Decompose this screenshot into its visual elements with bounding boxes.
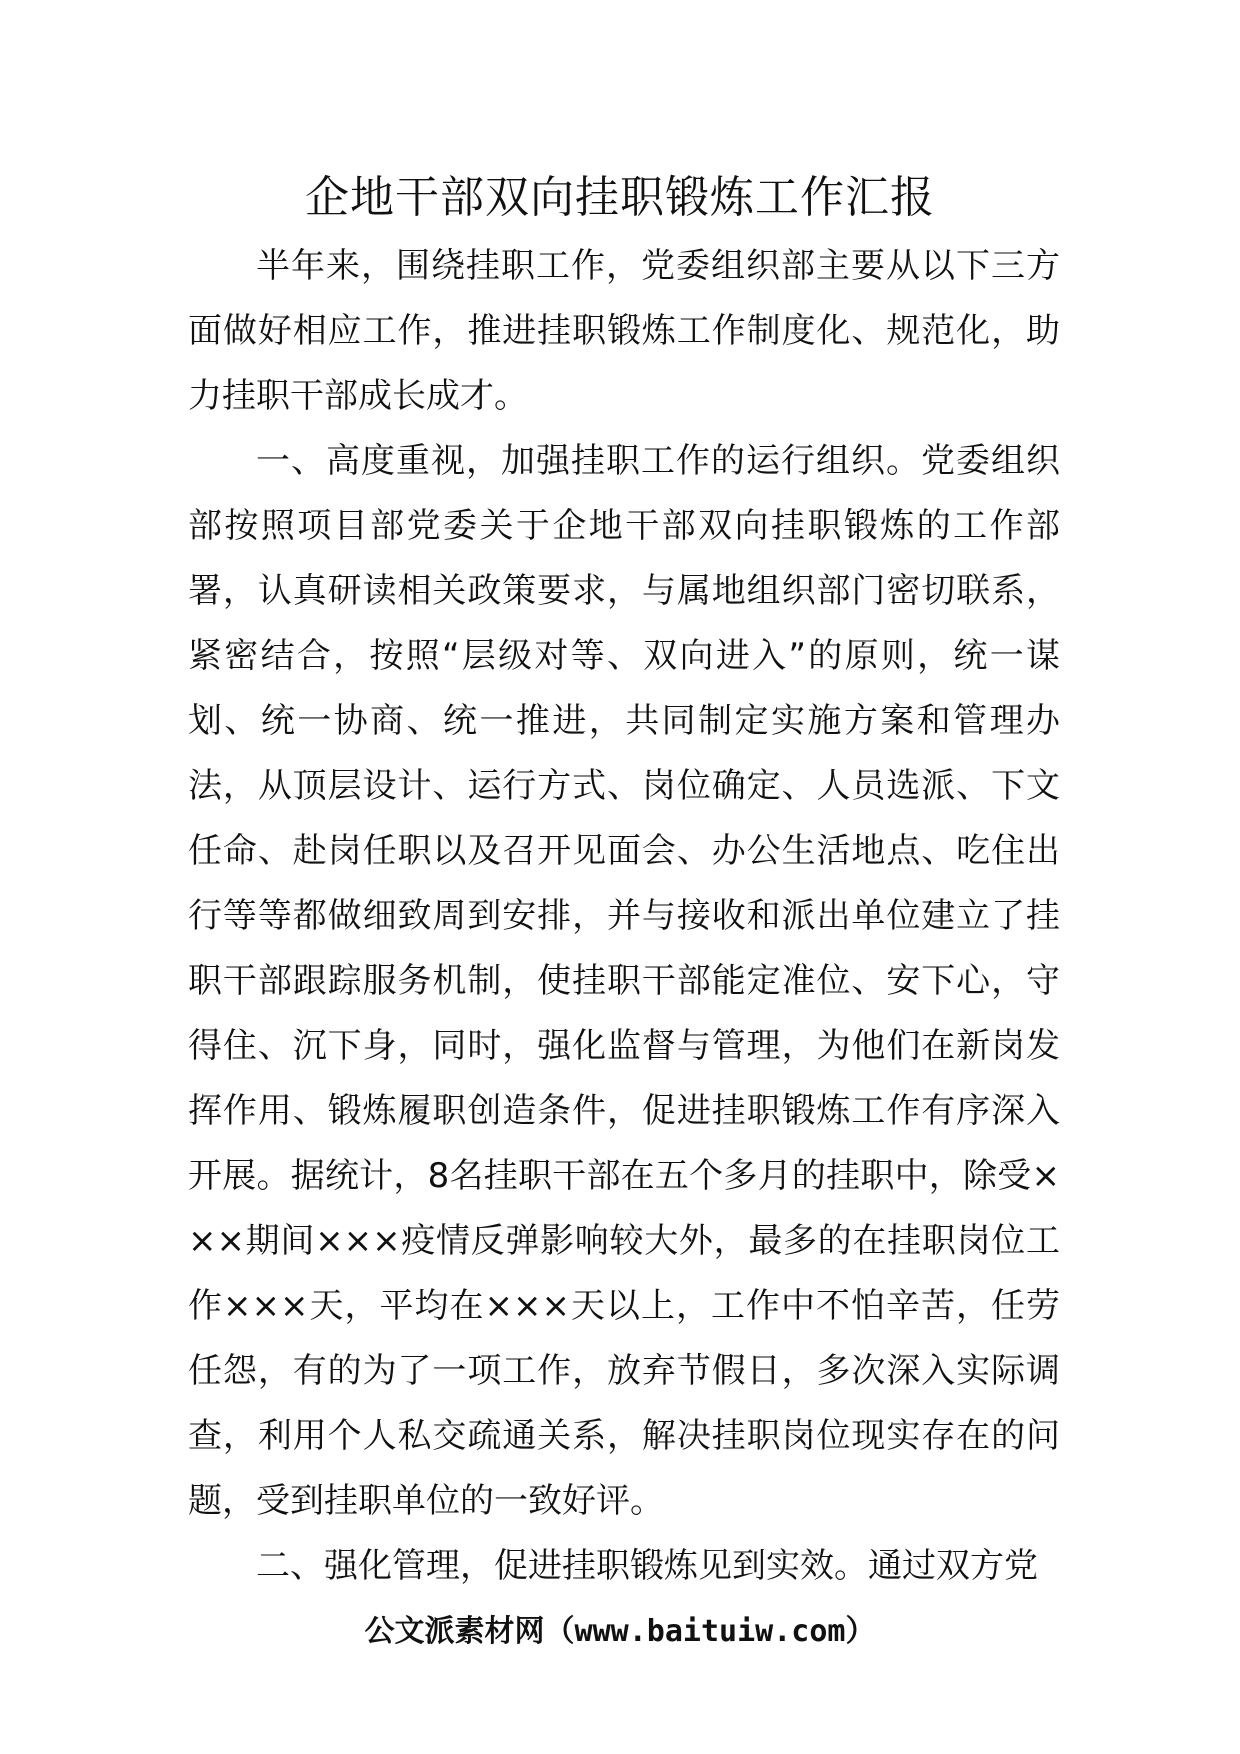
paragraph-section-one: 一、高度重视，加强挂职工作的运行组织。党委组织部按照项目部党委关于企地干部双向挂职锻炼的工作部署，认真研读相关政策要求，与属地组织部门密切联系，紧密结合，按照“层级对等、双向进入”的原则，统一谋划、统一协商、统一推进，共同制定实施方案和管理办法，从顶层设计、运行方式、岗位确定、人员选派、下文任命、赴岗任职以及召开见面会、办公生活地点、吃住出行等等都做细致周到安排，并与接收和派出单位建立了挂职干部跟踪服务机制，使挂职干部能定准位、安下心，守得住、沉下身，同时，强化监督与管理，为他们在新岗发挥作用、锻炼履职创造条件，促进挂职锻炼工作有序深入开展。据统计，8名挂职干部在五个多月的挂职中，除受×××期间×××疫情反弹影响较大外，最多的在挂职岗位工作×××天，平均在×××天以上，工作中不怕辛苦，任劳任怨，有的为了一项工作，放弃节假日，多次深入实际调查，利用个人私交疏通关系，解决挂职岗位现实存在的问题，受到挂职单位的一致好评。 [188, 441, 1060, 1521]
paragraph-section-two: 二、强化管理，促进挂职锻炼见到实效。通过双方党 [256, 1546, 1038, 1586]
watermark-site-name: 公文派素材网 [364, 1614, 545, 1649]
document-body [188, 234, 1060, 1599]
source-watermark [0, 1610, 1240, 1654]
watermark-site-url: （www.baituiw.com） [544, 1614, 876, 1649]
paragraph-intro: 半年来，围绕挂职工作，党委组织部主要从以下三方面做好相应工作，推进挂职锻炼工作制度化、规范化，助力挂职干部成长成才。 [188, 246, 1060, 416]
document-title: 企地干部双向挂职锻炼工作汇报 [305, 172, 935, 223]
